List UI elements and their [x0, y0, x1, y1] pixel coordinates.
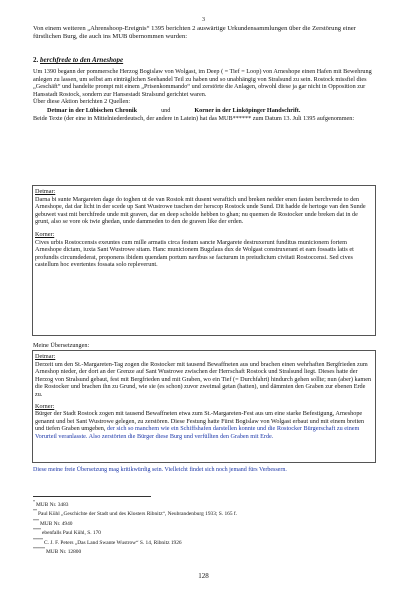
footnote-text: ebenfalls Paul Kühl, S. 170: [42, 529, 101, 536]
footnote: [33, 518, 378, 527]
detmar-translation-label: Detmar :: [35, 353, 373, 361]
detmar-original-text: Darna bi sunte Margareten dage do toghen ut de van Rostok mit dusent weraftich und breken nedder enen fasten berchvrede to den Arneshope, dat dar licht in der scede up Sant Wustrowe tuschen der herscop Rostock unde Sund. Dit hadde de hertoge van den Sunde gebuwet vast mit berchfrede unde mit graven, dar en deep scholde hebben to ghan; nu quemen de Rostocker unde breken dat in de grunt, also se vore ok twie ghedan, unde dammeden to den de graven like der erden.: [35, 195, 366, 226]
sources-line: [47, 107, 378, 115]
footnote-mark: **: [33, 508, 37, 514]
translations-box: [32, 350, 376, 463]
source-detmar: Detmar in der Lübischen Chronik: [47, 106, 138, 114]
footnote-text: MUB Nr. 3483: [36, 501, 69, 508]
section-number: 2.: [33, 56, 39, 64]
footnote-divider: [33, 496, 151, 497]
footnote: [33, 537, 378, 546]
footnote-text: C. J. F. Peters „Das Land Swante Wustrow“ S. 14, Ribnitz 1926: [44, 539, 182, 546]
footnote-mark: *: [33, 499, 35, 504]
footnote-text: MUB Nr. 4940: [40, 520, 73, 527]
korner-translation-label: Korner :: [35, 403, 373, 411]
source-connector: und: [161, 106, 171, 114]
korner-translation-text: [35, 410, 373, 440]
footnote-mark: ***: [33, 517, 39, 523]
korner-label: Korner :: [35, 231, 373, 239]
detmar-label: Detmar :: [35, 188, 373, 196]
footnote-mark: ****: [33, 527, 41, 533]
intro-paragraph: Von einem weiteren „Ahrenshoop-Ereignis“ 1395 berichten 2 auswärtige Urkundensammlungen über die Zerstörung einer fürstlichen Burg, die auch ins MUB übernommen wurden:: [33, 25, 356, 40]
footnotes: [33, 499, 378, 555]
source-korner: Korner in der Linköpinger Handschrift.: [194, 106, 301, 114]
original-texts-box: [32, 185, 376, 336]
section-title: berchfrede to den Arneshope: [40, 56, 124, 64]
paragraph-1: Um 1390 begann der pommersche Herzog Bogislaw von Wolgast, im Deep ( = Tief = Loop) von Arneshope einen Hafen mit Bewehrung anlegen zu lassen, um selbst am einträglichen Seehandel Teil zu haben und so unabhängig von Stralsund zu sein. Rostock missfiel dies „Geschäft“ und handelte prompt mit einem „Prisenkommando“ und zerstörte die Anlagen, obwohl diese ja gar nicht in Opposition zur Hansstadt Rostock, sondern zur Hansestadt Stralsund gerichtet waren.: [33, 68, 372, 98]
footnote-mark: *****: [33, 536, 43, 542]
footnote-text: Paul Kühl „Geschichte der Stadt und des Klosters Ribnitz“, Neubrandenburg 1933; S. 165 f.: [38, 511, 238, 518]
detmar-translation-text: Derzeit um den St.-Margareten-Tag zogen die Rostocker mit tausend Bewaffneten aus und brachen einen wehrhaften Bergfrieden zum Arneshop nieder, der dort an der Grenze auf Sant Wustrowe zwischen der Herrschaft Rostock und Stralsund liegt. Dieses hatte der Herzog von Stralsund gebaut, fest mit Bergfrieden und mit Graben, wo ein Tief (= Durchfahrt) hindurch gehen sollte; nun (aber) kamen die Rostocker und brachen ihn zu Grund, wie sie (es schon) zuvor zweimal getan (hatten), und dämmten den Graben zur ebenen Erde zu.: [35, 360, 372, 398]
footnote-mark: ******: [33, 545, 45, 551]
section-heading: [33, 56, 123, 64]
footnote-text: MUB Nr. 12800: [46, 548, 82, 555]
footnote: [33, 546, 378, 555]
section-body: [33, 68, 378, 122]
footnote: [33, 499, 378, 508]
sources-intro: Über diese Aktion berichten 2 Quellen:: [33, 98, 131, 106]
korner-original-text: Cives urbis Rostoccensis exeuntes cum mille armatis circa festum sancte Margarete destruxerunt funditus municionem fortem Arneshope dictam, iuxta Sant Wustrowe sitam. Hanc municionem Bugzlaus dux de Wolgast construxerant et eam fossatis latis et profundis circumdederat, proponens ibidem quendam portum navibus se facturum in preiudicium civitati Rostoccensi. Sed cives castellum hoc evertentes fossata solo repleverunt.: [35, 238, 354, 269]
korner-translation-black: Bürger der Stadt Rostock zogen mit tausend Bewaffneten etwa zum St.-Margareten-Fest aus um eine starke Befestigung, Arneshope genannt und bei Sant Wustrowe gelegen, zu zerstören. Diese Festung hatte Fürst Bogislaw von Wolgast erbaut und mit einem breiten und tiefen Graben umgeben,: [35, 410, 365, 433]
page-number-top: 3: [202, 17, 205, 23]
translation-note: Diese meine freie Übersetzung mag kritikwürdig sein. Vielleicht findet sich noch jemand fürs Verbessern.: [33, 467, 287, 473]
footnote: [33, 527, 378, 536]
paragraph-2: Beide Texte (der eine in Mittelniederdeutsch, der andere in Latein) hat das MUB****** zum Datum 13. Juli 1395 aufgenommen:: [33, 114, 355, 122]
korner-translation-blue: der sich so manchem wie ein Schiffshafen darstellen konnte und die Rostocker Bürgerschaft zu einem Vorurteil veranlasste. Also zerstörten die Bürger diese Burg und verfüllten den Graben mit Erde.: [35, 425, 360, 440]
footnote: [33, 508, 378, 517]
page-number-bottom: 128: [198, 572, 209, 580]
translations-label: Meine Übersetzungen:: [33, 342, 90, 349]
